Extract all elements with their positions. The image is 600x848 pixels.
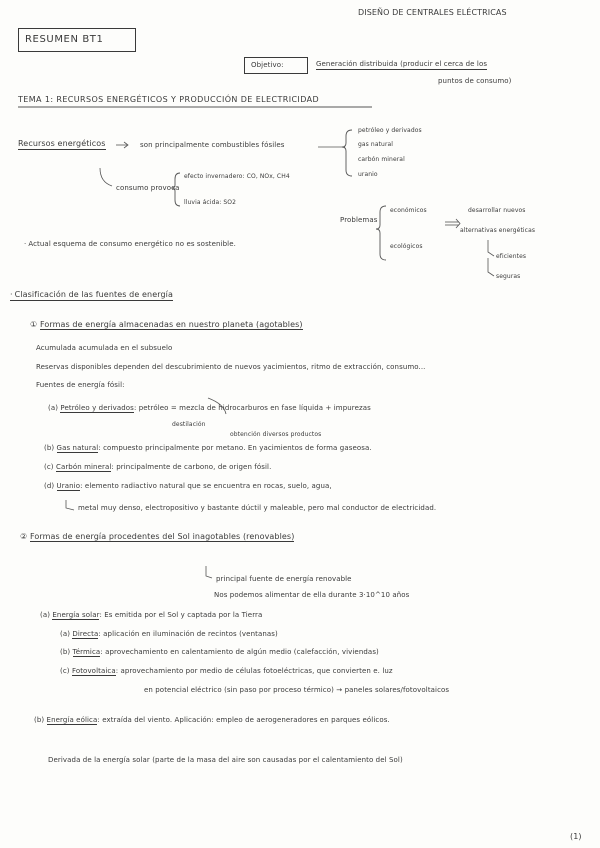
problems-label: Problemas: [340, 216, 378, 224]
item-desc: principalmente de carbono, de origen fósil.: [116, 463, 272, 471]
wind-label: Energía eólica: [46, 716, 98, 724]
fossil-source-item: (a) Petróleo y derivados: petróleo = mezcla de hidrocarburos en fase líquida + impurezas: [48, 404, 371, 412]
result-text-2: alternativas energéticas: [460, 227, 536, 234]
item-name: Gas natural: [56, 444, 99, 452]
sub-desc: aplicación en iluminación de recintos (ventanas): [103, 630, 278, 638]
fossil-item: gas natural: [358, 141, 394, 148]
result-text: desarrollar nuevos: [468, 207, 526, 214]
course-title: DISEÑO DE CENTRALES ELÉCTRICAS: [358, 8, 507, 17]
uranium-sub: metal muy denso, electropositivo y bastante dúctil y maleable, pero mal conductor de electricidad.: [78, 504, 437, 512]
fossil-source-item: (c) Carbón mineral: principalmente de carbono, de origen fósil.: [44, 463, 272, 471]
resources-arrow-text: son principalmente combustibles fósiles: [140, 141, 285, 149]
sub-label: Directa: [72, 630, 99, 638]
section-1-number: ①: [30, 320, 38, 329]
sub-letter: c: [62, 667, 67, 675]
summary-title-box: [18, 28, 136, 52]
item-name: Uranio: [56, 482, 81, 490]
section-2-note: principal fuente de energía renovable: [216, 575, 352, 583]
consumption-label: consumo provoca: [116, 184, 180, 192]
fossil-item: carbón mineral: [358, 156, 405, 163]
page-number: (1): [570, 832, 582, 841]
result-sub: eficientes: [496, 253, 527, 260]
classification-title: · Clasificación de las fuentes de energía: [10, 290, 173, 301]
section-1-line: Acumulada acumulada en el subsuelo: [36, 344, 173, 352]
section-1-line: Fuentes de energía fósil:: [36, 381, 125, 389]
item-letter: b: [46, 444, 52, 452]
fossil-source-item: (b) Gas natural: compuesto principalmente por metano. En yacimientos de forma gaseosa.: [44, 444, 372, 452]
section-2-number: ②: [20, 532, 28, 541]
topic-title: TEMA 1: RECURSOS ENERGÉTICOS Y PRODUCCIÓN DE ELECTRICIDAD: [18, 95, 320, 104]
sub-label: Fotovoltaica: [71, 667, 116, 675]
solar-sub: (c) Fotovoltaica: aprovechamiento por medio de células fotoeléctricas, que convierten e. luz: [60, 667, 393, 675]
section-1-title: Formas de energía almacenadas en nuestro planeta (agotables): [39, 320, 303, 329]
result-sub: seguras: [496, 273, 521, 280]
objective-label: Objetivo:: [251, 61, 284, 69]
wind-heading: (b) Energía eólica: extraída del viento. Aplicación: empleo de aerogeneradores en parques eólicos.: [34, 716, 390, 724]
solar-number: (a): [40, 611, 51, 619]
problems-item: económicos: [390, 207, 427, 214]
item-name: Petróleo y derivados: [60, 404, 134, 412]
consumption-item: lluvia ácida: SO2: [184, 199, 237, 206]
sub-label: Térmica: [72, 648, 101, 656]
fossil-item: petróleo y derivados: [358, 127, 422, 134]
objective-text-2: puntos de consumo): [438, 77, 512, 85]
section-2-title: Formas de energía procedentes del Sol inagotables (renovables): [29, 532, 295, 541]
resources-label: Recursos energéticos: [18, 139, 106, 148]
item-desc: petróleo = mezcla de hidrocarburos en fase líquida + impurezas: [138, 404, 371, 412]
item-name: Carbón mineral: [55, 463, 112, 471]
section-2-heading: [20, 532, 294, 542]
section-1-line: Reservas disponibles dependen del descubrimiento de nuevos yacimientos, ritmo de extracción, consumo...: [36, 363, 426, 371]
consumption-item: efecto invernadero: CO, NOx, CH4: [184, 173, 290, 180]
distill-sub: obtención diversos productos: [230, 431, 322, 438]
item-letter: c: [46, 463, 51, 471]
model-note: · Actual esquema de consumo energético no es sostenible.: [24, 240, 236, 249]
sub-desc: aprovechamiento por medio de células fotoeléctricas, que convierten e. luz: [120, 667, 393, 675]
wind-line-2: Derivada de la energía solar (parte de la masa del aire son causadas por el calentamiento del Sol): [48, 756, 403, 764]
sub-desc: aprovechamiento en calentamiento de algún medio (calefacción, viviendas): [105, 648, 379, 656]
solar-sub: (b) Térmica: aprovechamiento en calentamiento de algún medio (calefacción, viviendas): [60, 648, 379, 656]
solar-heading: (a) Energía solar: Es emitida por el Sol y captada por la Tierra: [40, 611, 263, 619]
wind-number: (b): [34, 716, 45, 724]
wind-desc: extraída del viento. Aplicación: empleo de aerogeneradores en parques eólicos.: [102, 716, 390, 724]
solar-label: Energía solar: [52, 611, 100, 619]
section-2-note: Nos podemos alimentar de ella durante 3·10^10 años: [214, 591, 410, 599]
solar-sub: (a) Directa: aplicación en iluminación de recintos (ventanas): [60, 630, 278, 638]
item-desc: compuesto principalmente por metano. En yacimientos de forma gaseosa.: [103, 444, 372, 452]
fossil-source-item: (d) Uranio: elemento radiactivo natural que se encuentra en rocas, suelo, agua,: [44, 482, 332, 490]
pv-line-2: en potencial eléctrico (sin paso por proceso térmico) → paneles solares/fotovoltaicos: [144, 686, 450, 694]
item-letter: d: [46, 482, 52, 490]
item-desc: elemento radiactivo natural que se encuentra en rocas, suelo, agua,: [84, 482, 332, 490]
distill-text: destilación: [172, 421, 206, 428]
sub-letter: b: [62, 648, 68, 656]
objective-label-box: [244, 57, 308, 74]
fossil-item: uranio: [358, 171, 378, 178]
problems-item: ecológicos: [390, 243, 423, 250]
item-letter: a: [50, 404, 56, 412]
solar-desc: Es emitida por el Sol y captada por la Tierra: [104, 611, 263, 619]
objective-text: Generación distribuida (producir el cerca de los: [316, 60, 488, 68]
sub-letter: a: [62, 630, 68, 638]
section-1-heading: [30, 320, 303, 330]
summary-title: RESUMEN BT1: [25, 34, 104, 45]
